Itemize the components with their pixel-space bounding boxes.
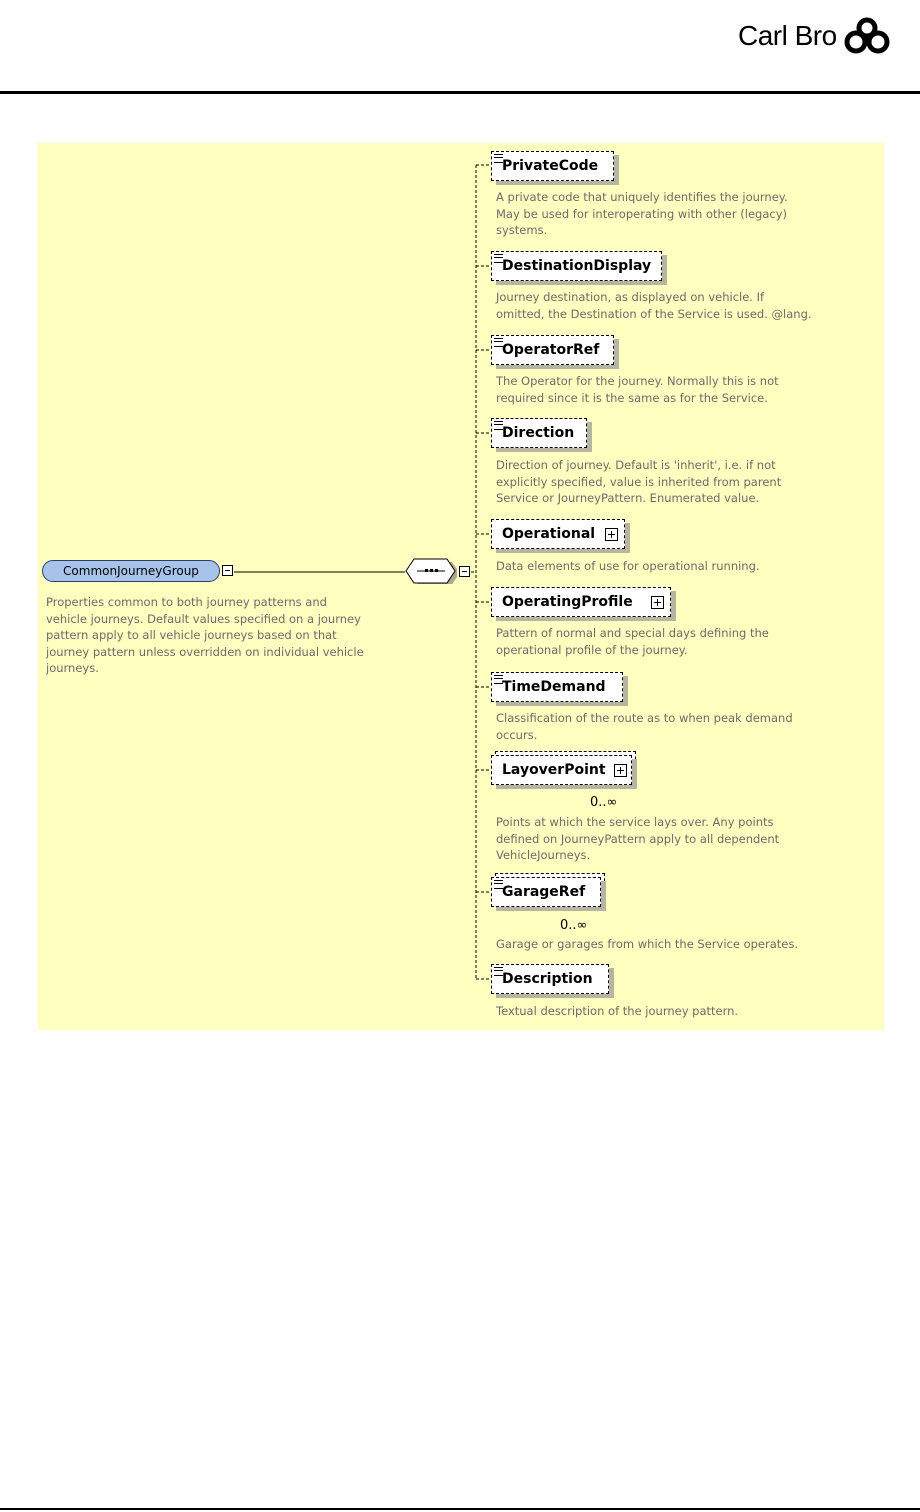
element-description (496, 710, 793, 743)
element-name: Operational (502, 526, 596, 542)
element-layover-point[interactable] (491, 755, 632, 785)
element-lines-icon (494, 880, 503, 889)
element-time-demand[interactable] (491, 672, 623, 702)
description-line: systems. (496, 223, 548, 237)
group-collapse-icon[interactable] (222, 565, 233, 576)
group-description (46, 594, 364, 677)
expand-icon[interactable] (614, 764, 627, 777)
description-line: Points at which the service lays over. Any points (496, 815, 774, 829)
description-line: Direction of journey. Default is 'inherit', i.e. if not (496, 458, 776, 472)
group-description-line: journeys. (46, 661, 99, 675)
group-description-line: journey pattern unless overridden on individual vehicle (46, 644, 364, 659)
element-name: DestinationDisplay (502, 258, 652, 274)
element-operational[interactable] (491, 519, 625, 549)
element-lines-icon (494, 675, 503, 684)
element-description (496, 189, 788, 239)
element-name: TimeDemand (502, 679, 606, 695)
element-description-node[interactable] (491, 964, 609, 994)
element-name: OperatorRef (502, 342, 600, 358)
description-line: The Operator for the journey. Normally this is not (496, 374, 779, 388)
expand-icon[interactable] (605, 528, 618, 541)
description-line: omitted, the Destination of the Service is used. @lang. (496, 306, 812, 321)
element-description (496, 558, 760, 575)
expand-icon[interactable] (651, 596, 664, 609)
common-journey-group-node[interactable] (42, 560, 220, 582)
sequence-collapse-icon[interactable] (459, 566, 470, 577)
element-name: PrivateCode (502, 158, 599, 174)
description-line: May be used for interoperating with other (legacy) (496, 206, 787, 221)
element-name: LayoverPoint (502, 762, 606, 778)
description-line: operational profile of the journey. (496, 642, 688, 657)
element-lines-icon (494, 154, 503, 163)
element-description (496, 373, 779, 406)
description-line: Data elements of use for operational running. (496, 559, 760, 573)
element-description (496, 289, 812, 322)
element-direction[interactable] (491, 418, 587, 448)
element-name: GarageRef (502, 884, 586, 900)
description-line: Pattern of normal and special days defining the (496, 626, 769, 640)
element-name: OperatingProfile (502, 594, 633, 610)
element-private-code[interactable] (491, 151, 614, 181)
logo-mark-icon (843, 17, 891, 55)
description-line: explicitly specified, value is inherited from parent (496, 474, 782, 489)
element-lines-icon (494, 967, 503, 976)
footer-rule (0, 1508, 920, 1510)
description-line: occurs. (496, 727, 538, 742)
connector-lines (38, 143, 884, 1030)
description-line: VehicleJourneys. (496, 848, 591, 862)
header-rule (0, 91, 920, 94)
group-description-line: Properties common to both journey patterns and (46, 595, 327, 609)
element-operator-ref[interactable] (491, 335, 614, 365)
description-line: Journey destination, as displayed on vehicle. If (496, 290, 765, 304)
description-line: Service or JourneyPattern. Enumerated value. (496, 491, 760, 505)
cardinality-label: 0..∞ (560, 918, 588, 933)
description-line: A private code that uniquely identifies the journey. (496, 190, 788, 204)
element-lines-icon (494, 421, 503, 430)
group-description-line: vehicle journeys. Default values specified on a journey (46, 611, 361, 626)
element-operating-profile[interactable] (491, 587, 671, 617)
element-description (496, 457, 781, 507)
description-line: required since it is the same as for the Service. (496, 390, 768, 405)
sequence-compositor-icon[interactable] (405, 558, 457, 588)
element-description (496, 936, 798, 953)
schema-diagram (38, 143, 884, 1030)
element-lines-icon (494, 338, 503, 347)
element-description (496, 1003, 738, 1020)
logo-text: Carl Bro (738, 20, 837, 51)
element-description (496, 625, 769, 658)
description-line: Classification of the route as to when peak demand (496, 711, 793, 725)
group-description-line: pattern apply to all vehicle journeys based on that (46, 628, 337, 642)
group-name: CommonJourneyGroup (63, 564, 199, 578)
element-destination-display[interactable] (491, 251, 662, 281)
cardinality-label: 0..∞ (590, 795, 618, 810)
carl-bro-logo (738, 16, 891, 56)
element-description (496, 814, 779, 864)
description-line: defined on JourneyPattern apply to all dependent (496, 831, 780, 846)
element-garage-ref[interactable] (491, 877, 601, 907)
description-line: Garage or garages from which the Service operates. (496, 937, 799, 951)
element-lines-icon (494, 254, 503, 263)
element-name: Description (502, 971, 593, 987)
element-name: Direction (502, 425, 575, 441)
description-line: Textual description of the journey pattern. (496, 1004, 739, 1018)
